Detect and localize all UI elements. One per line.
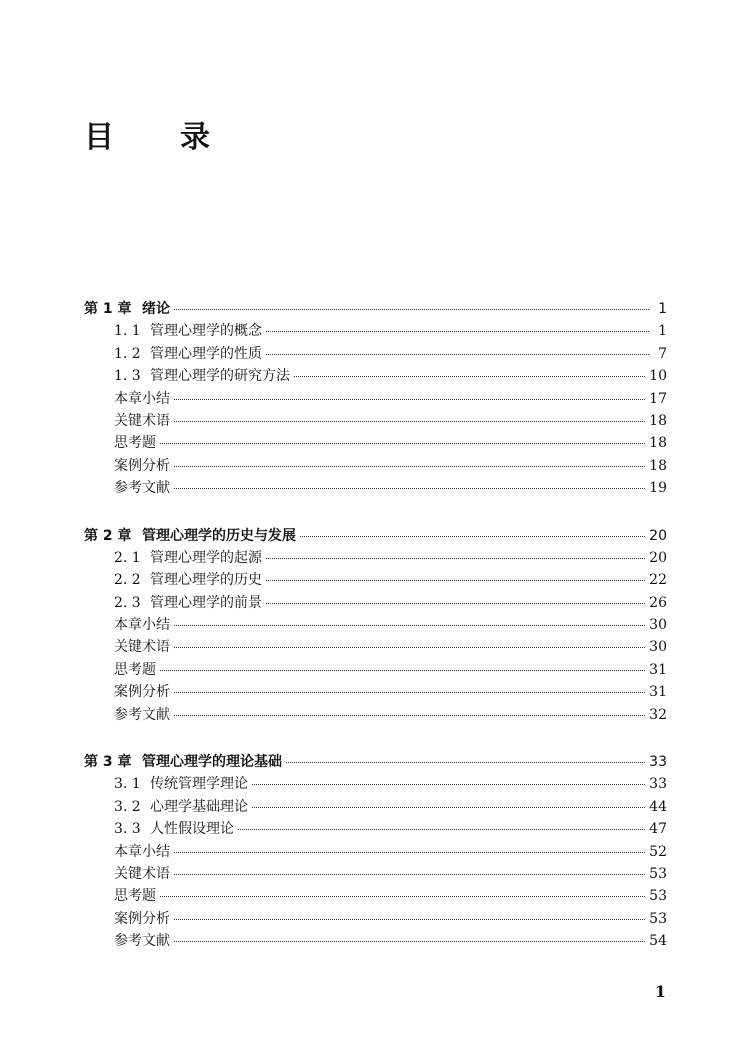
section-title: 传统管理学理论 [150,776,248,793]
chapter-page: 33 [649,754,667,771]
dot-leader [174,625,645,626]
section-title: 参考文献 [114,706,170,723]
dot-leader [252,784,645,785]
chapter-title: 管理心理学的历史与发展 [142,527,296,544]
chapter-block [84,525,667,727]
section-page: 44 [649,798,667,815]
chapter-number: 第 2 章 [84,527,132,544]
dot-leader [174,466,645,467]
section-page: 18 [649,457,667,474]
section-number: 3. 1 [114,776,141,793]
title-char-1: 目 [84,120,114,155]
section-page: 32 [649,706,667,723]
dot-leader [174,488,645,489]
section-title: 关键术语 [114,865,170,882]
section-number: 2. 3 [114,594,141,611]
table-of-contents [84,298,667,978]
section-page: 30 [649,617,667,634]
section-title: 本章小结 [114,390,170,407]
section-title: 人性假设理论 [150,821,234,838]
dot-leader [160,670,645,671]
section-entry[interactable] [84,908,667,930]
page-number: 1 [654,982,666,1001]
section-number: 3. 3 [114,821,141,838]
section-title: 管理心理学的研究方法 [150,368,290,385]
chapter-block [84,751,667,953]
dot-leader [286,762,645,763]
section-page: 17 [649,390,667,407]
section-entry[interactable] [84,885,667,907]
dot-leader [174,692,645,693]
dot-leader [174,421,645,422]
section-entry[interactable] [84,636,667,658]
dot-leader [174,399,645,400]
section-entry[interactable] [84,659,667,681]
chapter-entry[interactable] [84,298,667,320]
section-page: 47 [649,821,667,838]
dot-leader [266,354,649,355]
section-entry[interactable] [84,818,667,840]
section-title: 案例分析 [114,910,170,927]
section-page: 52 [649,843,667,860]
chapter-title: 管理心理学的理论基础 [142,754,282,771]
section-title: 管理心理学的前景 [150,594,262,611]
section-number: 2. 1 [114,549,141,566]
section-page: 1 [658,323,667,340]
section-title: 案例分析 [114,457,170,474]
chapter-number: 第 3 章 [84,754,132,771]
section-page: 22 [649,572,667,589]
section-page: 53 [649,888,667,905]
section-page: 31 [649,661,667,678]
section-entry[interactable] [84,320,667,342]
section-title: 思考题 [114,661,156,678]
section-page: 30 [649,639,667,656]
section-title: 管理心理学的概念 [150,323,262,340]
chapter-page: 20 [649,527,667,544]
section-page: 53 [649,910,667,927]
section-page: 19 [649,480,667,497]
section-page: 10 [649,368,667,385]
section-title: 本章小结 [114,843,170,860]
chapter-number: 第 1 章 [84,301,132,317]
section-entry[interactable] [84,547,667,569]
chapter-entry[interactable] [84,525,667,547]
dot-leader [160,443,645,444]
section-title: 思考题 [114,435,156,452]
dot-leader [252,807,645,808]
section-page: 18 [649,412,667,429]
section-entry[interactable] [84,930,667,952]
dot-leader [174,715,645,716]
section-entry[interactable] [84,704,667,726]
section-entry[interactable] [84,592,667,614]
section-entry[interactable] [84,455,667,477]
section-number: 3. 2 [114,798,141,815]
section-page: 53 [649,865,667,882]
section-entry[interactable] [84,410,667,432]
dot-leader [300,536,645,537]
chapter-entry[interactable] [84,751,667,773]
section-title: 管理心理学的起源 [150,549,262,566]
section-entry[interactable] [84,614,667,636]
section-title: 本章小结 [114,617,170,634]
section-entry[interactable] [84,796,667,818]
section-number: 1. 3 [114,368,141,385]
section-entry[interactable] [84,365,667,387]
section-entry[interactable] [84,841,667,863]
section-entry[interactable] [84,343,667,365]
dot-leader [266,603,645,604]
section-title: 关键术语 [114,412,170,429]
section-page: 54 [649,933,667,950]
dot-leader [266,331,649,332]
section-number: 2. 2 [114,572,141,589]
section-title: 管理心理学的历史 [150,572,262,589]
dot-leader [160,896,645,897]
section-number: 1. 2 [114,345,141,362]
section-page: 33 [649,776,667,793]
section-page: 18 [649,435,667,452]
section-title: 参考文献 [114,480,170,497]
chapter-page: 1 [658,301,667,317]
dot-leader [238,829,645,830]
title-char-2: 录 [180,120,210,155]
section-entry[interactable] [84,863,667,885]
dot-leader [174,647,645,648]
section-entry[interactable] [84,569,667,591]
section-page: 31 [649,684,667,701]
chapter-block [84,298,667,500]
dot-leader [266,580,645,581]
section-title: 参考文献 [114,933,170,950]
section-title: 关键术语 [114,639,170,656]
dot-leader [174,941,645,942]
dot-leader [174,309,649,310]
dot-leader [266,558,645,559]
section-title: 心理学基础理论 [150,798,248,815]
section-entry[interactable] [84,681,667,703]
section-page: 26 [649,594,667,611]
section-entry[interactable] [84,477,667,499]
section-page: 7 [658,345,667,362]
section-title: 思考题 [114,888,156,905]
chapter-title: 绪论 [142,301,170,317]
dot-leader [174,919,645,920]
dot-leader [174,852,645,853]
dot-leader [294,376,645,377]
section-number: 1. 1 [114,323,141,340]
section-page: 20 [649,549,667,566]
section-entry[interactable] [84,773,667,795]
dot-leader [174,874,645,875]
section-entry[interactable] [84,432,667,454]
section-title: 管理心理学的性质 [150,345,262,362]
section-entry[interactable] [84,388,667,410]
section-title: 案例分析 [114,684,170,701]
